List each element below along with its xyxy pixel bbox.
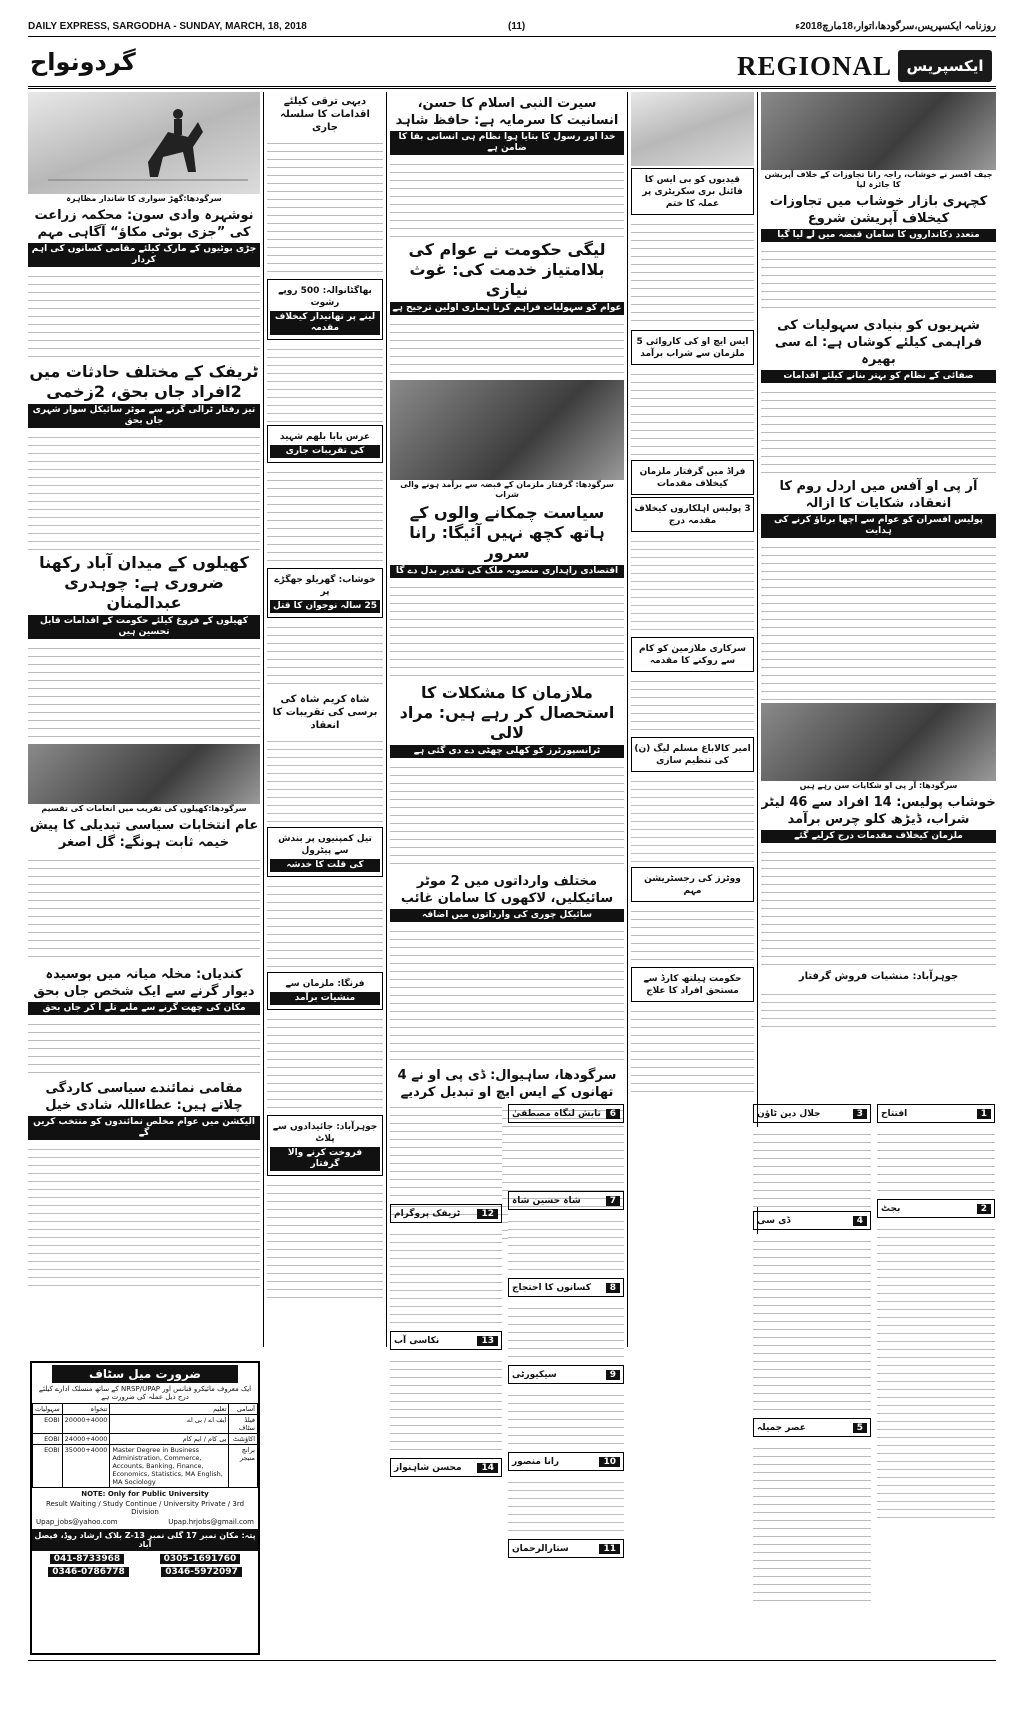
page-bottom-rule [28, 1660, 996, 1661]
box-subtitle: 25 سالہ نوجوان کا قتل [270, 600, 380, 613]
horse-rider-illustration [28, 92, 260, 194]
photo-caption: سرگودھا: گرفتار ملزمان کے قبضہ سے برآمد ہونے والی شراب [400, 480, 614, 499]
article-text-block [390, 580, 624, 680]
ad-head-cell: تعلیم [110, 1404, 229, 1415]
masthead [28, 20, 996, 37]
article-text-block [631, 1004, 754, 1094]
article-text-block [631, 534, 754, 634]
article-text-block [753, 1441, 871, 1601]
article-text-block [508, 1388, 624, 1448]
section-band [28, 46, 996, 89]
box-subtitle: کی قلت کا خدشہ [270, 859, 380, 872]
article-text-block [390, 760, 624, 870]
numbered-item: 8 کسانوں کا احتجاج [508, 1278, 624, 1297]
numbered-item: 5 عصر جمیلہ [753, 1418, 871, 1437]
article-text-block [508, 1127, 624, 1187]
numbered-news-panel [633, 1100, 995, 1660]
article-text-block [631, 904, 754, 964]
box-title: خوشاب: گھریلو جھگڑے پر [274, 575, 376, 597]
article-text-block [761, 987, 996, 1027]
ad-note: NOTE: Only for Public University [81, 1490, 209, 1498]
article-text-block [28, 1017, 260, 1077]
numbered-item: 6 تابش لنگاہ مصطفیٰ [508, 1104, 624, 1123]
ad-head-cell: سہولیات [33, 1404, 63, 1415]
box-subtitle: منشیات برآمد [270, 992, 380, 1005]
headline: دیہی ترقی کیلئے اقدامات کا سلسلہ جاری [280, 96, 370, 133]
news-photo [631, 92, 754, 166]
ad-cell: برانچ منیجر [229, 1445, 258, 1488]
section-title-urdu: گردونواح [30, 48, 136, 76]
box-title: تیل کمپنیوں پر بندش سے پیٹرول [278, 834, 372, 856]
article-text-block [28, 641, 260, 741]
column-rule [263, 92, 264, 1347]
article-text-block [631, 674, 754, 734]
ad-cell: 24000+4000 [62, 1434, 110, 1445]
news-box [631, 637, 754, 672]
box-title: فراڈ میں گرفتار ملزمان کیخلاف مقدمات [639, 467, 746, 489]
article-text-block [28, 269, 260, 359]
subheadline: مکان کی چھت گرنے سے ملبے تلے آ کر جاں بحق [28, 1002, 260, 1015]
numbered-news-panel [390, 1100, 624, 1660]
news-box [631, 460, 754, 495]
article-text-block [753, 1127, 871, 1207]
article-text-block [267, 136, 383, 276]
headline: کھیلوں کے میدان آباد رکھنا ضروری ہے: چوہدری عبدالمنان [39, 553, 249, 612]
news-box [267, 568, 383, 618]
headline: عام انتخابات سیاسی تبدیلی کا پیش خیمہ ثابت ہونگے: گل اصغر [29, 818, 259, 850]
ad-cell: اکاؤنٹنٹ [229, 1434, 258, 1445]
news-box [631, 737, 754, 772]
news-box [267, 425, 383, 463]
ad-table [32, 1403, 258, 1488]
column-2 [267, 92, 383, 1354]
ad-cell: 20000+4000 [62, 1415, 110, 1434]
headline: نوشہرہ وادی سون: محکمہ زراعت کی ”جزی بوٹی مکاؤ“ آگاہی مہم [34, 208, 254, 240]
subheadline: متعدد دکانداروں کا سامان قبضہ میں لے لیا گیا [761, 229, 996, 242]
article-text-block [508, 1475, 624, 1535]
headline: لیگی حکومت نے عوام کی بلاامتیاز خدمت کی: غوث نیازی [408, 240, 606, 299]
box-title: عرس بابا بلھم شہید [279, 432, 371, 442]
article-text-block [390, 924, 624, 1064]
ad-phone: 0346-5972097 [161, 1567, 242, 1577]
ad-cell: بی کام / ایم کام [110, 1434, 229, 1445]
article-text-block [508, 1301, 624, 1361]
headline: شاہ کریم شاہ کی برسی کی تقریبات کا انعقاد [272, 694, 378, 731]
article-text-block [267, 342, 383, 422]
ad-phone: 0346-0786778 [48, 1567, 129, 1577]
headline: ملازمان کا مشکلات کا استحصال کر رہے ہیں: مراد لالی [399, 683, 615, 742]
numbered-item: 3 جلال دین ٹاؤن [753, 1104, 871, 1123]
column-1 [28, 92, 260, 1354]
article-text-block [508, 1214, 624, 1274]
numbered-item: 13 نکاسی آب [390, 1331, 502, 1350]
subheadline: جڑی بوٹیوں کے مارک کیلئے مقامی کسانوں کی اہم کردار [28, 243, 260, 267]
headline: ٹریفک کے مختلف حادثات میں 2افراد جاں بحق، 2زخمی [29, 362, 259, 401]
article-text-block [631, 217, 754, 327]
news-box [631, 967, 754, 1002]
section-title-regional: REGIONAL [736, 50, 892, 81]
ad-cell: فیلڈ سٹاف [229, 1415, 258, 1434]
ad-cell: 35000+4000 [62, 1445, 110, 1488]
subheadline: ملزمان کیخلاف مقدمات درج کرلیے گئے [761, 830, 996, 843]
headline: جوہرآباد: منشیات فروش گرفتار [798, 971, 959, 982]
photo-caption: سرگودھا: آر پی او شکایات سن رہے ہیں [799, 781, 958, 790]
article-text-block [761, 540, 996, 700]
news-box [267, 1115, 383, 1176]
box-title: سرکاری ملازمین کو کام سے روکنے کا مقدمہ [639, 644, 746, 666]
subheadline: تیز رفتار ٹرالی گرنے سے موٹر سائیکل سوار شہری جاں بحق [28, 404, 260, 428]
subheadline: عوام کو سہولیات فراہم کرنا ہماری اولین ترجیح ہے [390, 302, 624, 315]
photo-caption: سرگودھا:کھیلوں کی تقریب میں انعامات کی تقسیم [41, 804, 247, 813]
headline: مقامی نمائندے سیاسی کاردگی چلاتے ہیں: عطاءاللہ شادی خیل [45, 1081, 243, 1113]
article-text-block [761, 845, 996, 965]
page-number: (11) [508, 21, 526, 32]
article-text-block [28, 430, 260, 550]
sports-event-photo [28, 744, 260, 804]
article-text-block [267, 734, 383, 824]
ad-address: پتہ: مکان نمبر 17 گلی نمبر Z-13 بلاک ارشاد روڈ، فیصل آباد [32, 1529, 258, 1551]
ad-cell: ایف اے / بی اے [110, 1415, 229, 1434]
photo-caption: سرگودھا:گھڑ سواری کا شاندار مظاہرہ [66, 194, 222, 203]
ad-head-cell: تنخواہ [62, 1404, 110, 1415]
numbered-item: 9 سیکیورٹی [508, 1365, 624, 1384]
headline: کندیاں: مخلہ میانہ میں بوسیدہ دیوار گرنے سے ایک شخص جاں بحق [33, 967, 255, 999]
headline: سرگودھا، ساہیوال: ڈی پی او نے 4 تھانوں کے ایس ایچ او تبدیل کردیے [397, 1068, 617, 1100]
article-text-block [267, 1012, 383, 1112]
article-text-block [390, 317, 624, 377]
article-text-block [753, 1234, 871, 1414]
box-title: فرنگا: ملزمان سے [285, 979, 365, 989]
ad-cell: EOBI [33, 1415, 63, 1434]
column-rule [627, 92, 628, 1347]
news-box [631, 168, 754, 215]
numbered-item: 12 ٹریفک پروگرام [390, 1204, 502, 1223]
article-text-block [877, 1127, 995, 1195]
subheadline: کھیلوں کے فروغ کیلئے حکومت کے اقدامات قابل تحسین ہیں [28, 615, 260, 639]
express-logo: ایکسپریس [898, 50, 992, 82]
article-text-block [390, 1227, 502, 1327]
box-title: جوہرآباد: جائیدادوں سے پلاٹ [272, 1122, 378, 1144]
numbered-item: 7 شاہ حسین شاہ [508, 1191, 624, 1210]
horse-rider-photo [28, 92, 260, 194]
ad-cell: EOBI [33, 1434, 63, 1445]
ad-cell: EOBI [33, 1445, 63, 1488]
news-box [267, 972, 383, 1010]
seized-liquor-photo [390, 380, 624, 480]
article-text-block [631, 774, 754, 864]
ad-head-cell: آسامی [229, 1404, 258, 1415]
article-text-block [267, 465, 383, 565]
box-subtitle: فروخت کرنے والا گرفتار [270, 1147, 380, 1171]
news-box [267, 279, 383, 340]
box-title: بھاگٹانوالہ: 500 روپے رشوت [278, 286, 372, 308]
article-text-block [761, 244, 996, 314]
rpo-office-photo [761, 703, 996, 781]
article-text-block [267, 620, 383, 690]
article-text-block [267, 1178, 383, 1298]
masthead-urdu: روزنامہ ایکسپریس،سرگودھا،اتوار،18مارچ2018ء [795, 21, 996, 32]
box-title: ایس ایچ او کی کاروائی 5 ملزمان سے شراب برآمد [636, 337, 749, 359]
box-title: 3 پولیس اہلکاروں کیخلاف مقدمہ درج [634, 504, 751, 526]
headline: کچہری بازار خوشاب میں تجاوزات کیخلاف آپریشن شروع [769, 194, 988, 226]
box-title: ووٹرز کی رجسٹریشن مہم [644, 874, 741, 896]
job-advertisement [30, 1361, 260, 1655]
ad-phone: 0305-1691760 [160, 1554, 241, 1564]
numbered-item: 2 بجٹ [877, 1199, 995, 1218]
news-box [631, 497, 754, 532]
subheadline: اقتصادی راہداری منصوبہ ملک کی تقدیر بدل دے گا [390, 565, 624, 578]
ad-email[interactable]: Upap.hrjobs@gmail.com [168, 1518, 254, 1526]
numbered-item: 4 ڈی سی [753, 1211, 871, 1230]
article-text-block [28, 1142, 260, 1292]
article-text-block [267, 879, 383, 969]
ad-email[interactable]: Upap_jobs@yahoo.com [36, 1518, 118, 1526]
photo-caption: جیف افسر نے خوشاب، راجہ رانا تجاوزات کے خلاف آپریشن کا جائزہ لیا [764, 170, 993, 189]
box-title: حکومت ہیلتھ کارڈ سے مستحق افراد کا علاج [643, 974, 742, 996]
numbered-item: 14 محسن شاہنواز [390, 1458, 502, 1477]
article-text-block [761, 385, 996, 475]
box-subtitle: لینے پر تھانیدار کیخلاف مقدمہ [270, 311, 380, 335]
ad-line: Result Waiting / Study Continue / University Private / 3rd Division [45, 1500, 245, 1516]
ad-intro: ایک معروف مائیکرو فنانس اور NRSP/UPAP کے ساتھ منسلک ادارے کیلئے درج ذیل عملہ کی ضرورت ہے [38, 1385, 252, 1401]
column-rule [386, 92, 387, 1347]
headline: مختلف وارداتوں میں 2 موٹر سائیکلیں، لاکھوں کا سامان غائب [400, 874, 614, 906]
encroachment-operation-photo [761, 92, 996, 170]
news-box [267, 827, 383, 877]
subheadline: پولیس افسران کو عوام سے اچھا برتاؤ کرنے کی ہدایت [761, 514, 996, 538]
box-title: امیر کالاباغ مسلم لیگ (ن) کی تنظیم سازی [634, 744, 751, 766]
box-title: قیدیوں کو بی ایس کا فائنل بری سکریٹری پر عملہ کا ختم [642, 175, 743, 209]
headline: شہریوں کو بنیادی سہولیات کی فراہمی کیلئے کوشاں ہے: اے سی بھیرہ [774, 318, 983, 367]
headline: سیاست چمکانے والوں کے ہاتھ کچھ نہیں آئیگا: رانا سرور [409, 503, 605, 562]
numbered-item: 11 ستارالرحمان [508, 1539, 624, 1558]
headline: سیرت النبی اسلام کا حسن، انسانیت کا سرمایہ ہے: حافظ شاہد [395, 96, 619, 128]
news-box [631, 867, 754, 902]
headline: آر پی او آفس میں اردل روم کا انعقاد، شکایات کا ازالہ [779, 479, 978, 511]
ad-phone: 041-8733968 [50, 1554, 124, 1564]
headline: خوشاب پولیس: 14 افراد سے 46 لیٹر شراب، ڈیڑھ کلو چرس برآمد [761, 795, 996, 827]
numbered-item: 10 رانا منصور [508, 1452, 624, 1471]
article-text-block [390, 1354, 502, 1454]
box-subtitle: کی تقریبات جاری [270, 445, 380, 458]
masthead-english: DAILY EXPRESS, SARGODHA - SUNDAY, MARCH, 18, 2018 [28, 21, 307, 32]
article-text-block [631, 367, 754, 457]
article-text-block [390, 1100, 502, 1200]
subheadline: صفائی کے نظام کو بہتر بنانے کیلئے اقدامات [761, 370, 996, 383]
subheadline: ٹرانسپورٹرز کو کھلی چھٹی دے دی گئی ہے [390, 745, 624, 758]
subheadline: الیکشن میں عوام مخلص نمائندوں کو منتخب کریں گے [28, 1116, 260, 1140]
article-text-block [877, 1222, 995, 1522]
subheadline: سائیکل چوری کی وارداتوں میں اضافہ [390, 909, 624, 922]
article-text-block [28, 853, 260, 963]
ad-cell: Master Degree in Business Administration, Commerce, Accounts, Banking, Finance, Economics, Statistics, MA English, MA Sociology [110, 1445, 229, 1488]
numbered-item: 1 افتتاح [877, 1104, 995, 1123]
ad-title: ضرورت میل سٹاف [52, 1365, 238, 1383]
article-text-block [390, 157, 624, 237]
subheadline: خدا اور رسول کا بتایا ہوا نظام ہی انسانی بقا کا ضامن ہے [390, 131, 624, 155]
news-box [631, 330, 754, 365]
